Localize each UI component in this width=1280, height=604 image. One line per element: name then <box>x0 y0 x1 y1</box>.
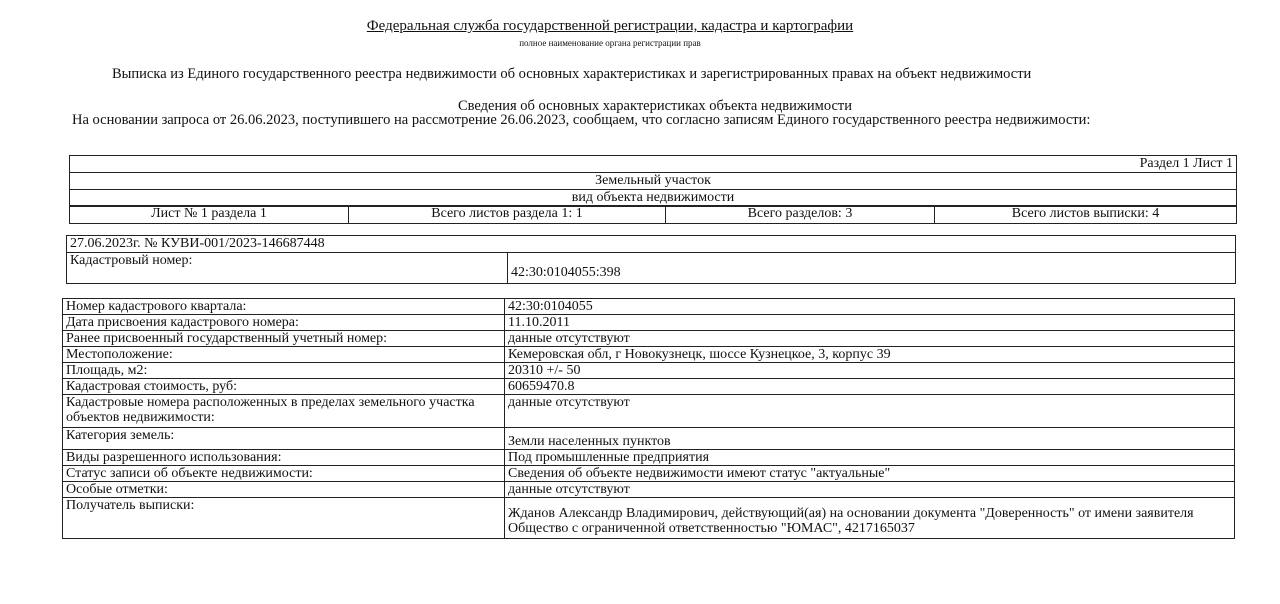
sheets-table <box>69 205 1237 224</box>
extract-title: Выписка из Единого государственного реестра недвижимости об основных характеристиках и зарегистрированных правах на объект недвижимости <box>112 66 1032 82</box>
characteristics-table <box>62 298 1235 539</box>
row-value: Под промышленные предприятия <box>505 450 1235 466</box>
row-value: Сведения об объекте недвижимости имеют статус "актуальные" <box>505 466 1235 482</box>
table-row <box>63 498 1235 539</box>
section-title: Сведения об основных характеристиках объекта недвижимости <box>457 98 853 114</box>
row-label: Площадь, м2: <box>63 363 505 379</box>
table-row <box>63 315 1235 331</box>
cadastral-number-label: Кадастровый номер: <box>67 253 508 284</box>
row-value: Кемеровская обл, г Новокузнецк, шоссе Кузнецкое, 3, корпус 39 <box>505 347 1235 363</box>
row-label: Номер кадастрового квартала: <box>63 299 505 315</box>
row-value: Жданов Александр Владимирович, действующий(ая) на основании документа "Доверенность" от имени заявителя Общество с ограниченной ответственностью "ЮМАС", 4217165037 <box>505 498 1235 539</box>
row-value: Земли населенных пунктов <box>505 428 1235 450</box>
row-value: данные отсутствуют <box>505 482 1235 498</box>
cadastral-number-value: 42:30:0104055:398 <box>508 253 1236 284</box>
extract-sheets-total: Всего листов выписки: 4 <box>935 206 1237 224</box>
request-line: На основании запроса от 26.06.2023, поступившего на рассмотрение 26.06.2023, сообщаем, что согласно записям Единого государственного реестра недвижимости: <box>72 112 1091 128</box>
row-value: данные отсутствуют <box>505 331 1235 347</box>
row-label: Дата присвоения кадастрового номера: <box>63 315 505 331</box>
cadastral-table <box>66 235 1236 284</box>
table-row <box>63 428 1235 450</box>
sections-total: Всего разделов: 3 <box>666 206 935 224</box>
row-label: Особые отметки: <box>63 482 505 498</box>
row-label: Получатель выписки: <box>63 498 505 539</box>
row-label: Категория земель: <box>63 428 505 450</box>
row-value: 11.10.2011 <box>505 315 1235 331</box>
row-label: Статус записи об объекте недвижимости: <box>63 466 505 482</box>
table-row <box>63 299 1235 315</box>
object-type: Земельный участок <box>70 173 1237 190</box>
document-number: 27.06.2023г. № КУВИ-001/2023-146687448 <box>67 236 1236 253</box>
row-value: 42:30:0104055 <box>505 299 1235 315</box>
table-row <box>63 363 1235 379</box>
table-row <box>63 331 1235 347</box>
table-row <box>63 466 1235 482</box>
sheet-number: Лист № 1 раздела 1 <box>70 206 349 224</box>
row-label: Ранее присвоенный государственный учетный номер: <box>63 331 505 347</box>
row-value: 60659470.8 <box>505 379 1235 395</box>
object-type-caption: вид объекта недвижимости <box>70 190 1237 207</box>
table-row <box>63 347 1235 363</box>
table-row <box>63 395 1235 428</box>
table-row <box>63 482 1235 498</box>
row-label: Кадастровые номера расположенных в пределах земельного участка объектов недвижимости: <box>63 395 505 428</box>
row-label: Местоположение: <box>63 347 505 363</box>
table-row <box>63 450 1235 466</box>
agency-name: Федеральная служба государственной регистрации, кадастра и картографии <box>366 18 854 34</box>
object-header-table <box>69 155 1237 207</box>
section-sheet-label: Раздел 1 Лист 1 <box>70 156 1237 173</box>
row-value: 20310 +/- 50 <box>505 363 1235 379</box>
row-value: данные отсутствуют <box>505 395 1235 428</box>
row-label: Кадастровая стоимость, руб: <box>63 379 505 395</box>
table-row <box>63 379 1235 395</box>
agency-caption: полное наименование органа регистрации прав <box>519 38 701 48</box>
row-label: Виды разрешенного использования: <box>63 450 505 466</box>
section-sheets-total: Всего листов раздела 1: 1 <box>349 206 666 224</box>
